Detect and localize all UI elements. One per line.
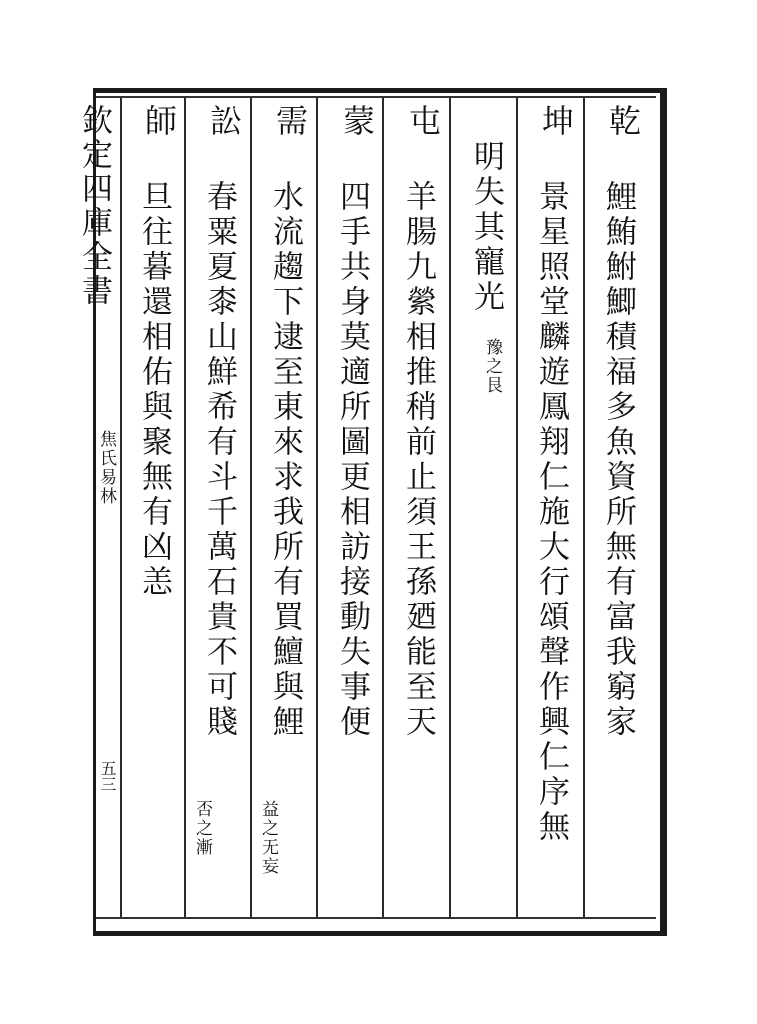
gua-name: 蒙 <box>338 104 376 136</box>
column-divider <box>184 98 186 917</box>
verse-text: 春粟夏桼山鮮希有斗千萬石貴不可賤 <box>201 180 237 740</box>
inner-bottom-rule <box>96 917 656 919</box>
verse-text: 水流趨下逮至東來求我所有買鱣與鯉 <box>267 180 303 740</box>
verse-text: 景星照堂麟遊鳳翔仁施大行頌聲作興仁序無 <box>533 180 569 845</box>
inner-top-rule <box>96 96 656 98</box>
column-divider <box>316 98 318 917</box>
verse-text: 鯉鮪鮒鯽積福多魚資所無有富我窮家 <box>600 180 636 740</box>
column-divider <box>120 98 122 917</box>
cross-reference-note: 豫之艮 <box>482 338 502 395</box>
right-border-line <box>660 88 667 931</box>
gua-name: 需 <box>271 104 309 136</box>
edge-mark <box>663 700 667 750</box>
column-divider <box>250 98 252 917</box>
verse-text: 四手共身莫適所圖更相訪接動失事便 <box>334 180 370 740</box>
verse-text: 明失其寵光 <box>468 140 504 315</box>
cross-reference-note: 益之无妄 <box>258 800 278 876</box>
cross-reference-note: 否之漸 <box>192 800 212 857</box>
verse-text: 羊腸九縈相推稍前止須王孫廼能至天 <box>400 180 436 740</box>
gua-name: 師 <box>140 104 178 136</box>
column-divider <box>449 98 451 917</box>
gua-name: 屯 <box>404 104 442 136</box>
chapter-title: 焦氏易林 <box>96 430 116 506</box>
verse-text: 旦往暮還相佑與聚無有凶恙 <box>136 180 172 600</box>
gua-name: 乾 <box>604 104 642 136</box>
column-divider <box>382 98 384 917</box>
column-divider <box>516 98 518 917</box>
column-divider <box>583 98 585 917</box>
book-title: 欽定四庫全書 <box>76 104 112 308</box>
gua-name: 坤 <box>537 104 575 136</box>
page-border <box>93 88 667 936</box>
page-number: 五三 <box>98 760 117 792</box>
gua-name: 訟 <box>205 104 243 136</box>
